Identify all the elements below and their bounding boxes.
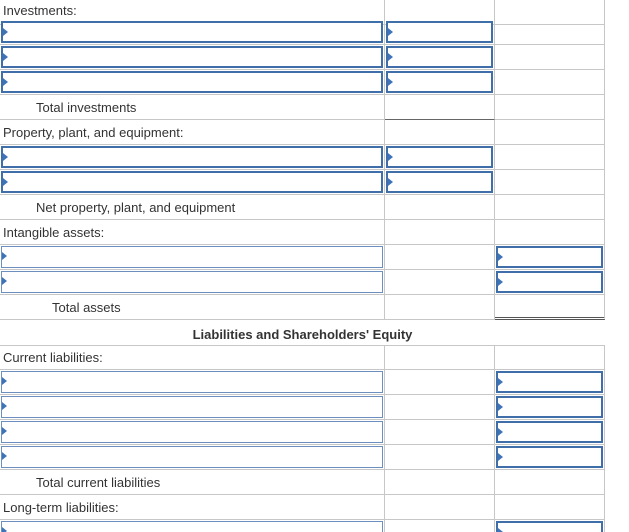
total-assets-amount[interactable] <box>495 295 605 320</box>
dropdown-marker-icon <box>2 377 7 385</box>
dropdown-marker-icon <box>498 278 503 286</box>
total-investments-label: Total investments <box>36 100 137 115</box>
dropdown-marker-icon <box>2 452 7 460</box>
dropdown-marker-icon <box>388 78 393 86</box>
investment-amount-2-input[interactable] <box>386 46 493 68</box>
dropdown-marker-icon <box>2 427 7 435</box>
investment-account-2-select[interactable] <box>1 46 383 68</box>
ppe-heading: Property, plant, and equipment: <box>3 125 184 140</box>
intangible-row <box>0 270 605 295</box>
investment-row <box>0 20 605 45</box>
current-liability-account-4-select[interactable] <box>1 446 383 468</box>
current-liability-account-1-select[interactable] <box>1 371 383 393</box>
dropdown-marker-icon <box>498 403 503 411</box>
long-term-liability-row <box>0 520 605 532</box>
dropdown-marker-icon <box>498 378 503 386</box>
intangibles-heading-row <box>0 220 605 245</box>
dropdown-marker-icon <box>388 178 393 186</box>
current-liability-amount-4-input[interactable] <box>496 446 603 468</box>
investment-account-1-select[interactable] <box>1 21 383 43</box>
dropdown-marker-icon <box>3 178 8 186</box>
ppe-amount-1-input[interactable] <box>386 146 493 168</box>
ppe-row <box>0 145 605 170</box>
investment-amount-1-input[interactable] <box>386 21 493 43</box>
dropdown-marker-icon <box>3 53 8 61</box>
current-liabilities-heading-row <box>0 345 605 370</box>
investment-account-3-select[interactable] <box>1 71 383 93</box>
intangibles-heading: Intangible assets: <box>3 225 105 240</box>
dropdown-marker-icon <box>388 53 393 61</box>
dropdown-marker-icon <box>498 428 503 436</box>
long-term-liability-amount-1-input[interactable] <box>496 521 603 532</box>
current-liability-row <box>0 420 605 445</box>
total-investments-amount[interactable] <box>385 95 495 120</box>
current-liability-row <box>0 370 605 395</box>
investment-row <box>0 70 605 95</box>
net-ppe-label: Net property, plant, and equipment <box>36 200 236 215</box>
current-liability-row <box>0 395 605 420</box>
dropdown-marker-icon <box>2 527 7 532</box>
current-liability-amount-3-input[interactable] <box>496 421 603 443</box>
intangible-account-1-select[interactable] <box>1 246 383 268</box>
current-liability-row <box>0 445 605 470</box>
dropdown-marker-icon <box>3 28 8 36</box>
ppe-row <box>0 170 605 195</box>
current-liability-amount-2-input[interactable] <box>496 396 603 418</box>
total-current-liabilities-amount[interactable] <box>495 470 605 495</box>
net-ppe-amount[interactable] <box>385 195 495 220</box>
dropdown-marker-icon <box>2 277 7 285</box>
dropdown-marker-icon <box>388 153 393 161</box>
current-liability-account-3-select[interactable] <box>1 421 383 443</box>
total-current-liabilities-row <box>0 470 605 495</box>
dropdown-marker-icon <box>498 528 503 532</box>
total-investments-row <box>0 95 605 120</box>
investments-heading: Investments: <box>3 3 77 18</box>
ppe-amount-2-input[interactable] <box>386 171 493 193</box>
intangible-amount-1-input[interactable] <box>496 246 603 268</box>
ppe-account-2-select[interactable] <box>1 171 383 193</box>
current-liabilities-heading: Current liabilities: <box>3 350 103 365</box>
dropdown-marker-icon <box>3 153 8 161</box>
net-ppe-row <box>0 195 605 220</box>
dropdown-marker-icon <box>498 253 503 261</box>
dropdown-marker-icon <box>2 252 7 260</box>
intangible-amount-2-input[interactable] <box>496 271 603 293</box>
liabilities-heading-row <box>0 322 605 347</box>
current-liability-amount-1-input[interactable] <box>496 371 603 393</box>
total-current-liabilities-label: Total current liabilities <box>36 475 161 490</box>
dropdown-marker-icon <box>498 453 503 461</box>
intangible-account-2-select[interactable] <box>1 271 383 293</box>
ppe-heading-row <box>0 120 605 145</box>
total-assets-row <box>0 295 605 320</box>
total-assets-label: Total assets <box>52 300 121 315</box>
investment-amount-3-input[interactable] <box>386 71 493 93</box>
dropdown-marker-icon <box>2 402 7 410</box>
long-term-liabilities-heading-row <box>0 495 605 520</box>
liabilities-equity-heading: Liabilities and Shareholders' Equity <box>192 327 413 342</box>
long-term-liability-account-1-select[interactable] <box>1 521 383 532</box>
long-term-liabilities-heading: Long-term liabilities: <box>3 500 119 515</box>
ppe-account-1-select[interactable] <box>1 146 383 168</box>
intangible-row <box>0 245 605 270</box>
dropdown-marker-icon <box>388 28 393 36</box>
investment-row <box>0 45 605 70</box>
dropdown-marker-icon <box>3 78 8 86</box>
current-liability-account-2-select[interactable] <box>1 396 383 418</box>
